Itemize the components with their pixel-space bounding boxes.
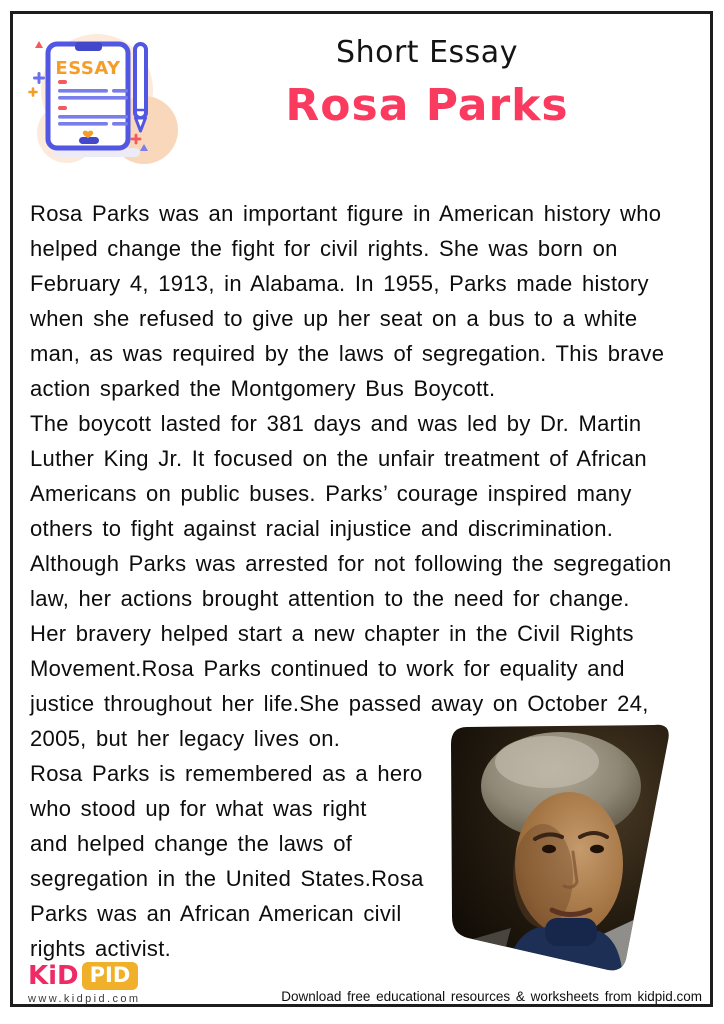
- logo-url-text: www.kidpid.com: [28, 993, 141, 1005]
- essay-line: 2005, but her legacy lives on.: [30, 726, 341, 751]
- essay-clipboard-icon: [22, 30, 192, 185]
- triangle-mark-icon: [35, 41, 43, 48]
- page-subtitle: Short Essay: [336, 35, 518, 70]
- essay-line: Movement.Rosa Parks continued to work for equality and: [30, 656, 625, 681]
- header: [170, 36, 684, 130]
- essay-line: Americans on public buses. Parks’ courage inspired many: [30, 481, 632, 506]
- essay-line: Parks was an African American civil: [30, 901, 402, 926]
- essay-line: who stood up for what was right: [30, 796, 367, 821]
- essay-line: action sparked the Montgomery Bus Boycott.: [30, 376, 496, 401]
- essay-line: and helped change the laws of: [30, 831, 353, 856]
- essay-line: others to fight against racial injustice and discrimination.: [30, 516, 614, 541]
- essay-line: February 4, 1913, in Alabama. In 1955, Parks made history: [30, 271, 649, 296]
- footer-note: Download free educational resources & worksheets from kidpid.com: [281, 989, 702, 1004]
- rosa-parks-portrait: [449, 724, 677, 980]
- essay-line: man, as was required by the laws of segregation. This brave: [30, 341, 665, 366]
- pen-icon: [135, 44, 146, 131]
- page-title: Rosa Parks: [285, 80, 569, 131]
- essay-line: helped change the fight for civil rights. She was born on: [30, 236, 618, 261]
- essay-line: justice throughout her life.She passed away on October 24,: [30, 691, 649, 716]
- essay-line: Although Parks was arrested for not following the segregation: [30, 551, 672, 576]
- essay-line: Rosa Parks is remembered as a hero: [30, 761, 423, 786]
- essay-line: segregation in the United States.Rosa: [30, 866, 424, 891]
- essay-line: The boycott lasted for 381 days and was led by Dr. Martin: [30, 411, 642, 436]
- essay-line: rights activist.: [30, 936, 172, 961]
- kidpid-logo: [28, 961, 140, 1005]
- essay-line: Her bravery helped start a new chapter in the Civil Rights: [30, 621, 634, 646]
- essay-line: Rosa Parks was an important figure in American history who: [30, 201, 662, 226]
- essay-paragraph: [30, 406, 698, 756]
- essay-line: law, her actions brought attention to the need for change.: [30, 586, 630, 611]
- plus-mark-icon: [30, 89, 37, 96]
- essay-line: Luther King Jr. It focused on the unfair treatment of African: [30, 446, 647, 471]
- essay-paragraph: [30, 196, 698, 406]
- logo-pid-badge: PID: [82, 962, 139, 990]
- illustration-label: ESSAY: [55, 58, 121, 79]
- essay-line: when she refused to give up her seat on a bus to a white: [30, 306, 638, 331]
- logo-kid-text: KiD: [28, 961, 79, 991]
